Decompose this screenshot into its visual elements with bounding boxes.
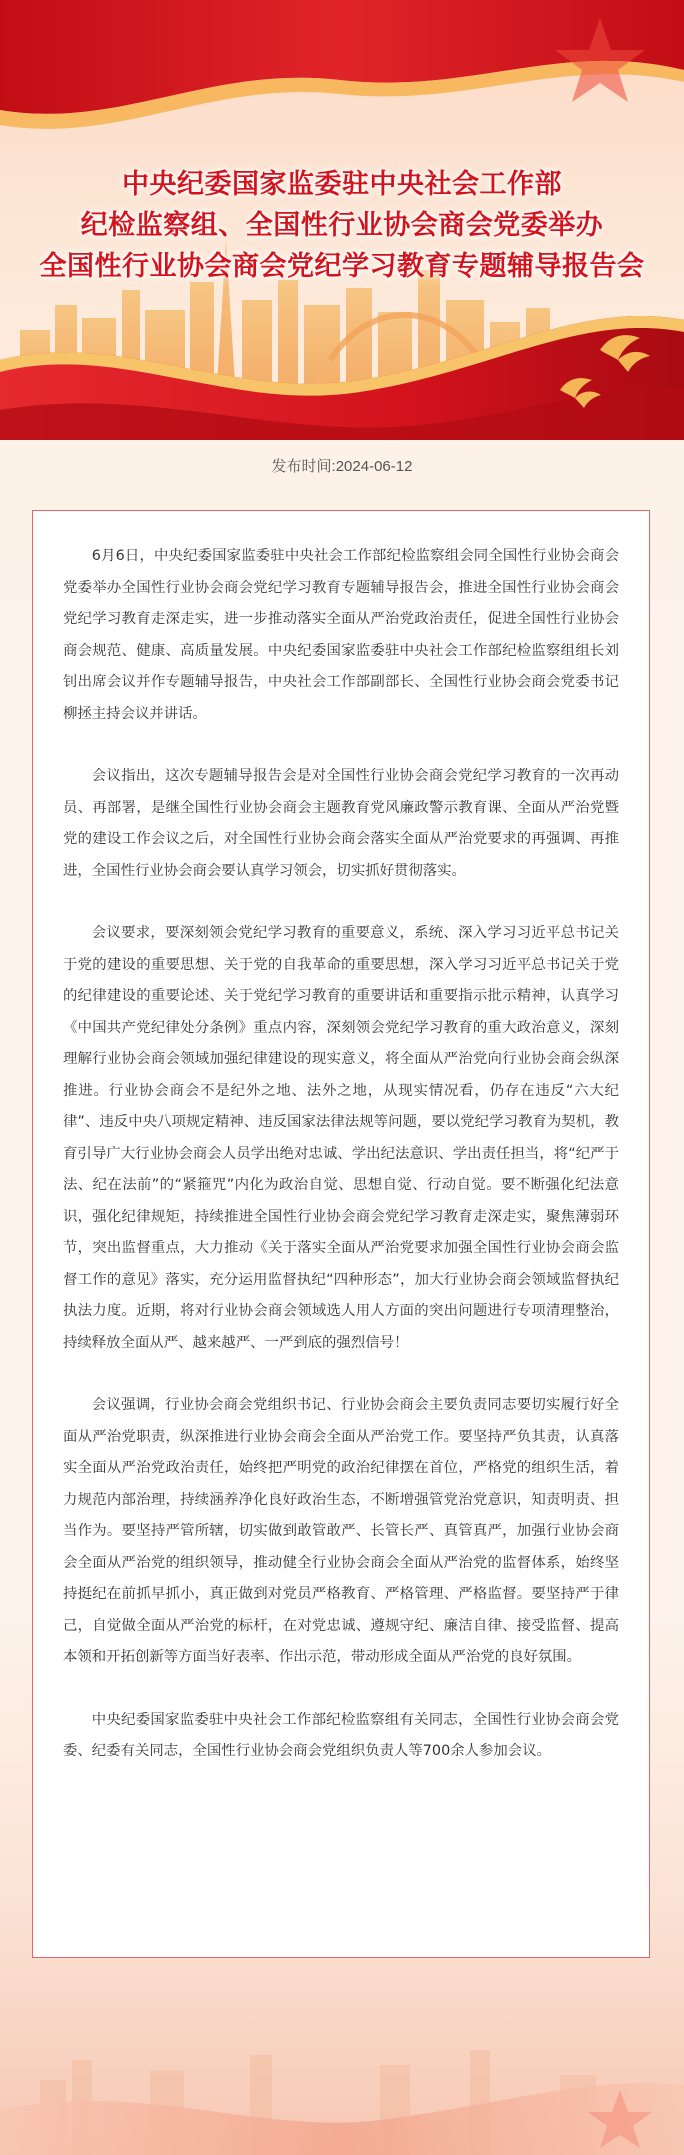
header-banner bbox=[0, 0, 684, 440]
page-title-line-1: 中央纪委国家监委驻中央社会工作部 bbox=[122, 169, 562, 200]
article-paragraph: 会议要求，要深刻领会党纪学习教育的重要意义，系统、深入学习习近平总书记关于党的建设的重要思想、关于党的自我革命的重要思想，深入学习习近平总书记关于党的纪律建设的重要论述、关于党纪学习教育的重要讲话和重要指示批示精神，认真学习《中国共产党纪律处分条例》重点内容，深刻领会党纪学习教育的重大政治意义，深刻理解行业协会商会领域加强纪律建设的现实意义，将全面从严治党向行业协会商会纵深推进。行业协会商会不是纪外之地、法外之地，从现实情况看，仍存在违反“六大纪律”、违反中央八项规定精神、违反国家法律法规等问题，要以党纪学习教育为契机，教育引导广大行业协会商会人员学出绝对忠诚、学出纪法意识、学出责任担当，将“纪严于法、纪在法前”的“紧箍咒”内化为政治自觉、思想自觉、行动自觉。要不断强化纪法意识，强化纪律规矩，持续推进全国性行业协会商会党纪学习教育走深走实，聚焦薄弱环节，突出监督重点，大力推动《关于落实全面从严治党要求加强全国性行业协会商会监督工作的意见》落实，充分运用监督执纪“四种形态”，加大行业协会商会领域监督执纪执法力度。近期，将对行业协会商会领域选人用人方面的突出问题进行专项清理整治，持续释放全面从严、越来越严、一严到底的强烈信号！ bbox=[63, 925, 619, 1351]
article-card bbox=[32, 510, 650, 1958]
footer-artwork bbox=[0, 1960, 684, 2155]
article-paragraph: 中央纪委国家监委驻中央社会工作部纪检监察组有关同志，全国性行业协会商会党委、纪委有关同志，全国性行业协会商会党组织负责人等700余人参加会议。 bbox=[63, 1711, 619, 1759]
footer-decoration bbox=[0, 1960, 684, 2155]
article-paragraph: 会议强调，行业协会商会党组织书记、行业协会商会主要负责同志要切实履行好全面从严治党职责，纵深推进行业协会商会全面从严治党工作。要坚持严负其责，认真落实全面从严治党政治责任，始终把严明党的政治纪律摆在首位，严格党的组织生活，着力规范内部治理，持续涵养净化良好政治生态，不断增强管党治党意识，知责明责、担当作为。要坚持严管所辖，切实做到敢管敢严、长管长严、真管真严，加强行业协会商会全面从严治党的组织领导，推动健全行业协会商会全面从严治党的监督体系，始终坚持挺纪在前抓早抓小，真正做到对党员严格教育、严格管理、严格监督。要坚持严于律己，自觉做全面从严治党的标杆，在对党忠诚、遵规守纪、廉洁自律、接受监督、提高本领和开拓创新等方面当好表率、作出示范，带动形成全面从严治党的良好氛围。 bbox=[63, 1397, 619, 1665]
page-title-line-3: 全国性行业协会商会党纪学习教育专题辅导报告会 bbox=[39, 251, 645, 282]
publish-date: 发布时间:2024-06-12 bbox=[271, 458, 413, 475]
article-paragraph: 会议指出，这次专题辅导报告会是对全国性行业协会商会党纪学习教育的一次再动员、再部署，是继全国性行业协会商会主题教育党风廉政警示教育课、全面从严治党暨党的建设工作会议之后，对全国性行业协会商会落实全面从严治党要求的再强调、再推进，全国性行业协会商会要认真学习领会，切实抓好贯彻落实。 bbox=[63, 768, 619, 879]
page-title-line-2: 纪检监察组、全国性行业协会商会党委举办 bbox=[80, 210, 604, 241]
article-paragraph: 6月6日，中央纪委国家监委驻中央社会工作部纪检监察组会同全国性行业协会商会党委举办全国性行业协会商会党纪学习教育专题辅导报告会，推进全国性行业协会商会党纪学习教育走深走实，进一步推动落实全面从严治党政治责任，促进全国性行业协会商会规范、健康、高质量发展。中央纪委国家监委驻中央社会工作部纪检监察组组长刘钊出席会议并作专题辅导报告，中央社会工作部副部长、全国性行业协会商会党委书记柳拯主持会议并讲话。 bbox=[63, 548, 619, 722]
